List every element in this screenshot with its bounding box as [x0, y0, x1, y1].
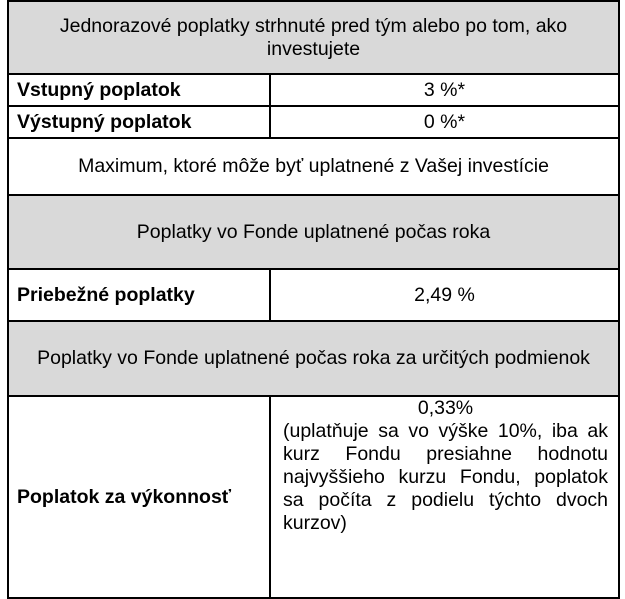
annual-header-row	[8, 195, 619, 269]
entry-fee-label: Vstupný poplatok	[8, 74, 270, 106]
performance-fee-cell	[270, 396, 619, 598]
ongoing-fee-row	[8, 269, 619, 321]
performance-fee-row	[8, 396, 619, 598]
max-note-row	[8, 138, 619, 195]
performance-fee-label: Poplatok za výkonnosť	[8, 396, 270, 598]
one-off-header-row	[8, 1, 619, 74]
ongoing-fee-value: 2,49 %	[270, 269, 619, 321]
exit-fee-label: Výstupný poplatok	[8, 106, 270, 138]
conditional-header-row	[8, 321, 619, 396]
fee-table	[7, 0, 620, 599]
exit-fee-value: 0 %*	[270, 106, 619, 138]
performance-fee-rate: 0,33%	[417, 397, 474, 419]
entry-fee-row	[8, 74, 619, 106]
ongoing-fee-label: Priebežné poplatky	[8, 269, 270, 321]
exit-fee-row	[8, 106, 619, 138]
conditional-heading: Poplatky vo Fonde uplatnené počas roka za určitých podmienok	[8, 321, 619, 396]
one-off-heading: Jednorazové poplatky strhnuté pred tým alebo po tom, ako investujete	[8, 1, 619, 74]
entry-fee-value: 3 %*	[270, 74, 619, 106]
annual-heading: Poplatky vo Fonde uplatnené počas roka	[8, 195, 619, 269]
max-note: Maximum, ktoré môže byť uplatnené z Vašej investície	[8, 138, 619, 195]
performance-fee-description: (uplatňuje sa vo výške 10%, iba ak kurz Fondu presiahne hodnotu najvyššieho kurzu Fondu, poplatok sa počíta z podielu týchto dvoch kurzov)	[283, 420, 609, 534]
